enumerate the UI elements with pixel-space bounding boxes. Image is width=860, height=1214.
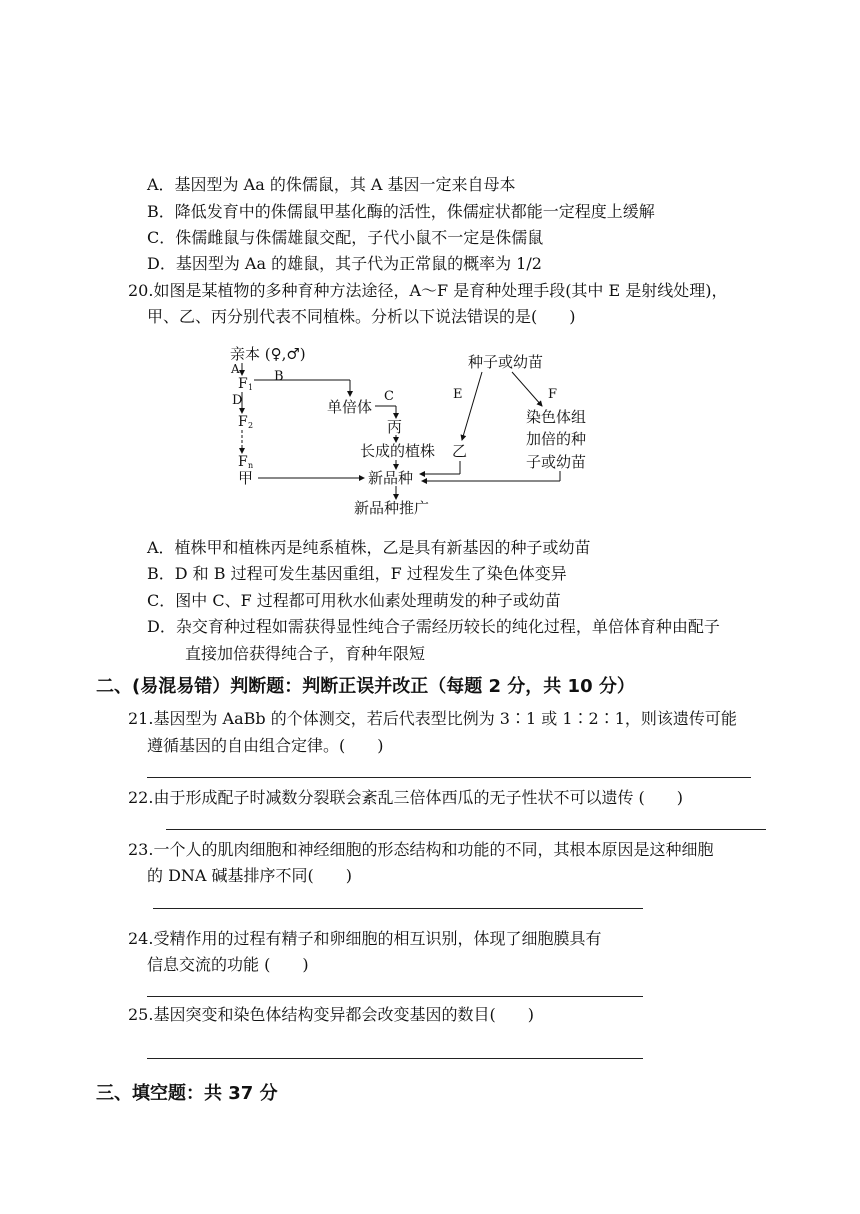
arrow-seed-e	[462, 372, 482, 440]
q20-stem-line2: 甲、乙、丙分别代表不同植株。分析以下说法错误的是( )	[147, 307, 576, 326]
q24-line1: 24.受精作用的过程有精子和卵细胞的相互识别，体现了细胞膜具有	[128, 929, 602, 948]
diagram-seed: 种子或幼苗	[468, 353, 544, 371]
q23-line2: 的 DNA 碱基排序不同( )	[147, 866, 353, 885]
diagram-bing: 丙	[387, 418, 403, 436]
q20-option-a: A．植株甲和植株丙是纯系植株，乙是具有新基因的种子或幼苗	[147, 538, 591, 557]
diagram-label-f: F	[548, 387, 558, 402]
diagram-label-b: B	[274, 369, 284, 384]
q23-answer-line[interactable]	[153, 908, 643, 909]
diagram-jia: 甲	[238, 469, 254, 487]
q25-answer-line[interactable]	[147, 1058, 643, 1059]
q23-line1: 23.一个人的肌肉细胞和神经细胞的形态结构和功能的不同，其根本原因是这种细胞	[128, 840, 714, 859]
diagram-doubled-3: 子或幼苗	[526, 453, 587, 471]
q20-option-c: C．图中 C、F 过程都可用秋水仙素处理萌发的种子或幼苗	[147, 591, 561, 610]
diagram-fn-sub: n	[248, 461, 254, 470]
diagram-f2: F	[238, 414, 248, 430]
breeding-diagram	[220, 340, 620, 520]
diagram-fn: F	[238, 454, 248, 470]
section2-title: 二、(易混易错）判断题：判断正误并改正（每题 2 分，共 10 分）	[96, 676, 635, 697]
q22-answer-line[interactable]	[166, 829, 766, 830]
q19-option-d: D．基因型为 Aa 的雄鼠，其子代为正常鼠的概率为 1/2	[147, 254, 542, 273]
diagram-doubled-1: 染色体组	[526, 408, 587, 426]
diagram-parent: 亲本 (♀,♂)	[230, 345, 306, 363]
q24-line2: 信息交流的功能 ( )	[147, 955, 309, 974]
diagram-label-d: D	[232, 393, 243, 408]
q21-line1: 21.基因型为 AaBb 的个体测交，若后代表型比例为 3∶1 或 1∶2∶1，则该遗传可能	[128, 709, 737, 728]
diagram-yi: 乙	[452, 442, 468, 460]
q24-answer-line[interactable]	[147, 996, 643, 997]
q22-text: 22.由于形成配子时减数分裂联会紊乱三倍体西瓜的无子性状不可以遗传 ( )	[128, 788, 684, 807]
q19-option-c: C．侏儒雌鼠与侏儒雄鼠交配，子代小鼠不一定是侏儒鼠	[147, 228, 544, 247]
diagram-doubled-2: 加倍的种	[526, 430, 587, 448]
diagram-promote: 新品种推广	[354, 499, 430, 517]
q19-option-a: A．基因型为 Aa 的侏儒鼠，其 A 基因一定来自母本	[147, 175, 516, 194]
q21-line2: 遵循基因的自由组合定律。( )	[147, 736, 384, 755]
diagram-new-variety: 新品种	[368, 469, 414, 487]
q21-answer-line[interactable]	[147, 777, 751, 778]
arrow-seed-f	[512, 372, 542, 406]
diagram-f1-sub: 1	[248, 383, 254, 392]
diagram-haploid: 单倍体	[327, 398, 373, 416]
q19-option-b: B．降低发育中的侏儒鼠甲基化酶的活性，侏儒症状都能一定程度上缓解	[147, 202, 655, 221]
section3-title: 三、填空题：共 37 分	[96, 1083, 278, 1104]
diagram-label-c: C	[384, 389, 394, 404]
q20-option-b: B．D 和 B 过程可发生基因重组，F 过程发生了染色体变异	[147, 564, 567, 583]
diagram-label-a: A	[231, 362, 240, 376]
diagram-f1: F	[238, 376, 248, 392]
diagram-label-e: E	[453, 387, 463, 402]
q20-option-d-cont: 直接加倍获得纯合子，育种年限短	[185, 644, 426, 663]
q25-text: 25.基因突变和染色体结构变异都会改变基因的数目( )	[128, 1005, 534, 1024]
diagram-f2-sub: 2	[248, 421, 254, 430]
diagram-grown: 长成的植株	[360, 442, 436, 460]
q20-stem-line1: 20.如图是某植物的多种育种方法途径，A～F 是育种处理手段(其中 E 是射线处理)，	[128, 281, 728, 300]
q20-option-d: D．杂交育种过程如需获得显性纯合子需经历较长的纯化过程，单倍体育种由配子	[147, 617, 720, 636]
